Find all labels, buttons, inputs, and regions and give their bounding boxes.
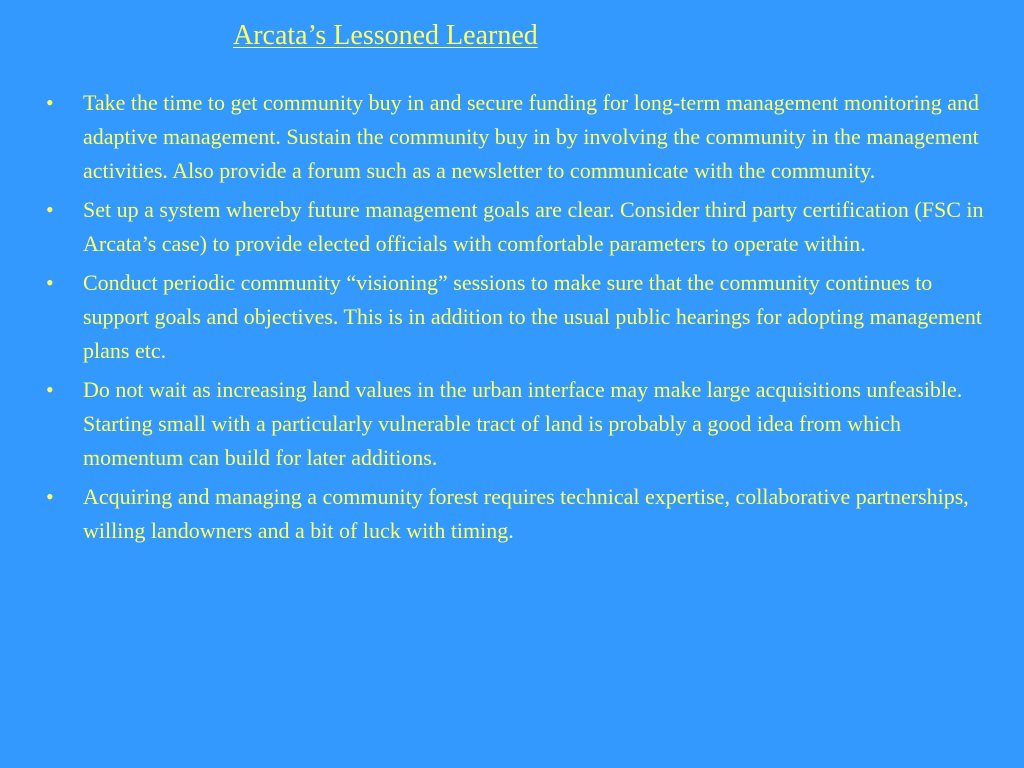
- bullet-marker: •: [46, 270, 54, 295]
- bullet-marker: •: [46, 377, 54, 402]
- bullet-text: Acquiring and managing a community forest requires technical expertise, collaborative partnerships, willing landowners and a bit of luck with timing.: [83, 484, 969, 543]
- bullet-text: Do not wait as increasing land values in the urban interface may make large acquisitions unfeasible. Starting small with a particularly vulnerable tract of land is probably a good idea from which momentum can build for later additions.: [83, 377, 963, 470]
- bullet-marker: •: [46, 90, 54, 115]
- bullet-text: Set up a system whereby future management goals are clear. Consider third party certification (FSC in Arcata’s case) to provide elected officials with comfortable parameters to operate within.: [83, 197, 984, 256]
- bullet-marker: •: [46, 197, 54, 222]
- bullet-text: Conduct periodic community “visioning” sessions to make sure that the community continues to support goals and objectives. This is in addition to the usual public hearings for adopting management plans etc.: [83, 270, 982, 363]
- bullet-list: [46, 86, 986, 553]
- bullet-item: [46, 193, 986, 261]
- bullet-marker: •: [46, 484, 54, 509]
- bullet-item: [46, 86, 986, 188]
- bullet-item: [46, 373, 986, 475]
- bullet-text: Take the time to get community buy in and secure funding for long-term management monitoring and adaptive management. Sustain the community buy in by involving the community in the management activities. Also provide a forum such as a newsletter to communicate with the community.: [83, 90, 979, 183]
- slide-title: Arcata’s Lessoned Learned: [233, 20, 538, 51]
- bullet-item: [46, 266, 986, 368]
- bullet-item: [46, 480, 986, 548]
